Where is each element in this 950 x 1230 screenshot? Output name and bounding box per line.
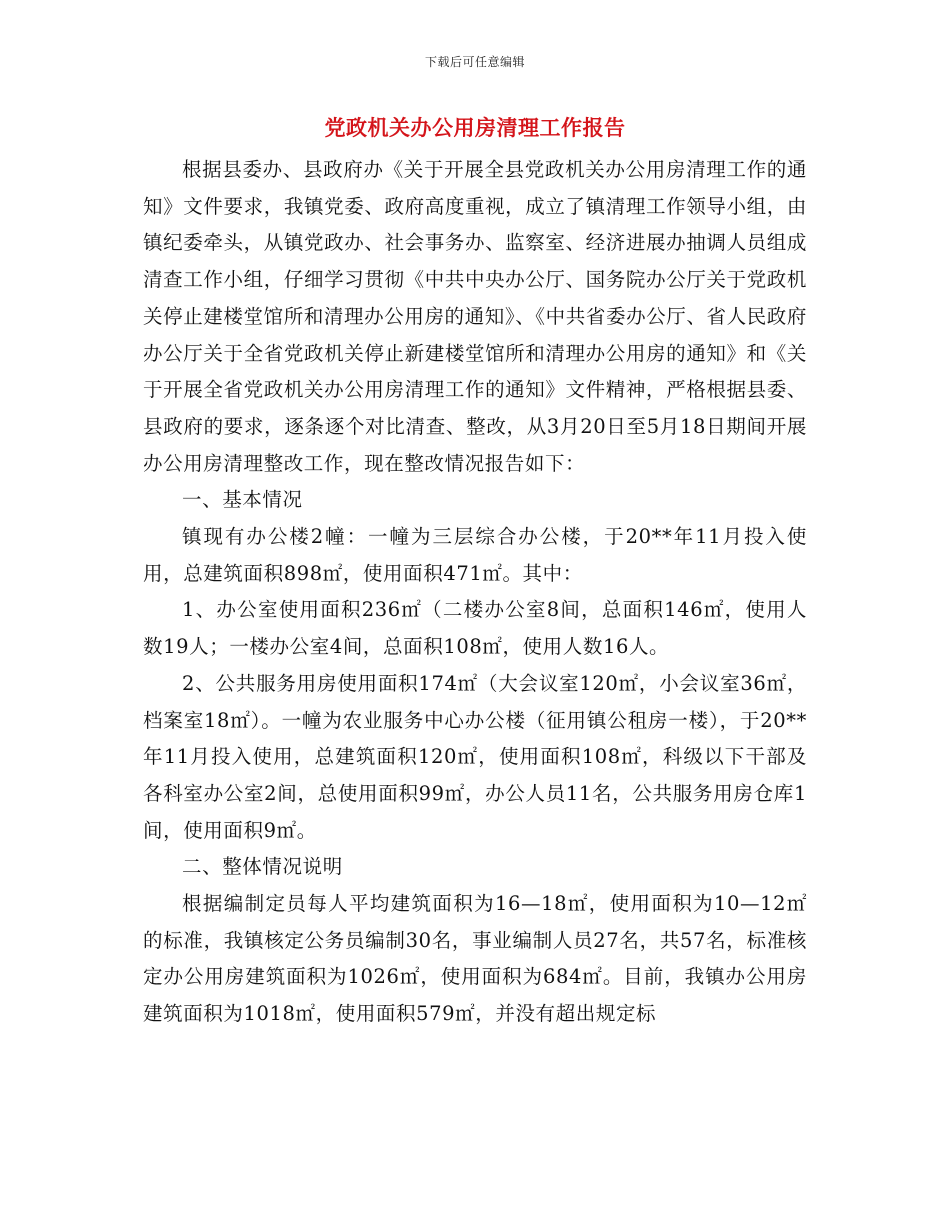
intro-paragraph: 根据县委办、县政府办《关于开展全县党政机关办公用房清理工作的通知》文件要求，我镇党委、政府高度重视，成立了镇清理工作领导小组，由镇纪委牵头，从镇党政办、社会事务办、监察室、经济进展办抽调人员组成清查工作小组，仔细学习贯彻《中共中央办公厅、国务院办公厅关于党政机关停止建楼堂馆所和清理办公用房的通知》、《中共省委办公厅、省人民政府办公厅关于全省党政机关停止新建楼堂馆所和清理办公用房的通知》和《关于开展全省党政机关办公用房清理工作的通知》文件精神，严格根据县委、县政府的要求，逐条逐个对比清查、整改，从3月20日至5月18日期间开展办公用房清理整改工作，现在整改情况报告如下： xyxy=(143,158,807,475)
header-note: 下载后可任意编辑 xyxy=(424,55,525,69)
section-heading-basic-situation: 一、基本情况 xyxy=(182,488,303,512)
body-paragraph: 1、办公室使用面积236㎡（二楼办公室8间，总面积146㎡，使用人数19人；一楼办公室4间，总面积108㎡，使用人数16人。 xyxy=(143,598,807,659)
body-paragraph: 镇现有办公楼2幢：一幢为三层综合办公楼，于20**年11月投入使用，总建筑面积898㎡，使用面积471㎡。其中： xyxy=(143,525,807,585)
body-paragraph: 根据编制定员每人平均建筑面积为16—18㎡，使用面积为10—12㎡的标准，我镇核定公务员编制30名，事业编制人员27名，共57名，标准核定办公用房建筑面积为1026㎡，使用面积为684㎡。目前，我镇办公用房建筑面积为1018㎡，使用面积579㎡，并没有超出规定标 xyxy=(143,892,807,1026)
document-body xyxy=(143,152,807,1033)
body-paragraph: 2、公共服务用房使用面积174㎡（大会议室120㎡，小会议室36㎡，档案室18㎡）。一幢为农业服务中心办公楼（征用镇公租房一楼），于20**年11月投入使用，总建筑面积120㎡，使用面积108㎡，科级以下干部及各科室办公室2间，总使用面积99㎡，办公人员11名，公共服务用房仓库1间，使用面积9㎡。 xyxy=(143,671,807,842)
document-title: 党政机关办公用房清理工作报告 xyxy=(324,115,626,140)
section-heading-overall-explanation: 二、整体情况说明 xyxy=(182,855,343,879)
